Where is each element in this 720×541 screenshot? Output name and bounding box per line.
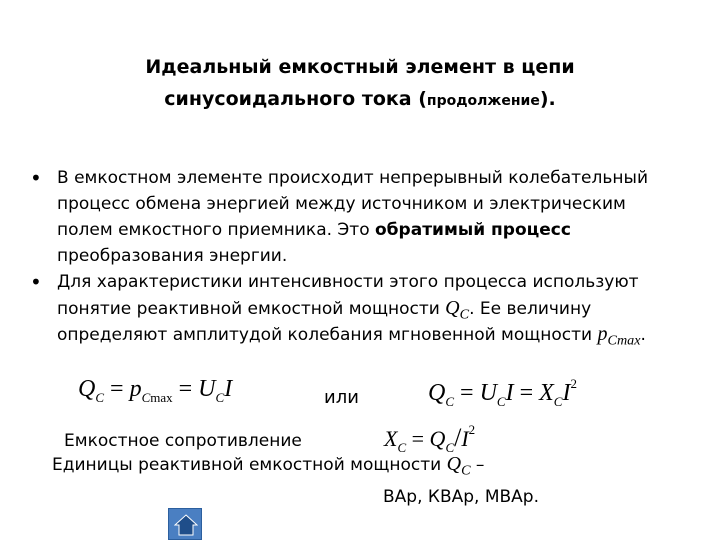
resistance-label: Емкостное сопротивление (64, 431, 302, 451)
bullet2-line3: определяют амплитудой колебания мгновенной мощности $p_{Cmax}$. (57, 323, 646, 349)
formula-reactive-power: $Q_C = p_{Cmax} = U_CI$ (78, 376, 233, 405)
bold-phrase: обратимый процесс (375, 220, 571, 240)
bullet-dot: • (30, 270, 42, 294)
bullet1-line2: процесс обмена энергией между источником и электрическим (57, 194, 626, 214)
bullet2-line2: понятие реактивной емкостной мощности $Q_C$. Ее величину (57, 297, 592, 323)
bullet1-line3: полем емкостного приемника. Это обратимый процесс (57, 220, 571, 240)
units-line1: Единицы реактивной емкостной мощности $Q_C$ – (52, 453, 485, 479)
home-icon (174, 513, 198, 541)
home-button[interactable] (168, 508, 202, 540)
bullet-dot: • (30, 166, 42, 190)
formula-reactive-power-alt: $Q_C = U_CI = X_CI^2$ (428, 376, 577, 409)
slide-title-line1: Идеальный емкостный элемент в цепи (145, 56, 575, 78)
bullet1-line4: преобразования энергии. (57, 246, 288, 266)
bullet2-line1: Для характеристики интенсивности этого процесса используют (57, 272, 639, 292)
bullet1-line1: В емкостном элементе происходит непрерывный колебательный (57, 168, 648, 188)
units-line2: ВАр, КВАр, МВАр. (383, 487, 540, 507)
slide-title-line2: синусоидального тока (продолжение). (164, 88, 556, 110)
or-label: или (324, 387, 359, 408)
formula-capacitive-reactance: $X_C = Q_C/I^2$ (384, 422, 476, 455)
